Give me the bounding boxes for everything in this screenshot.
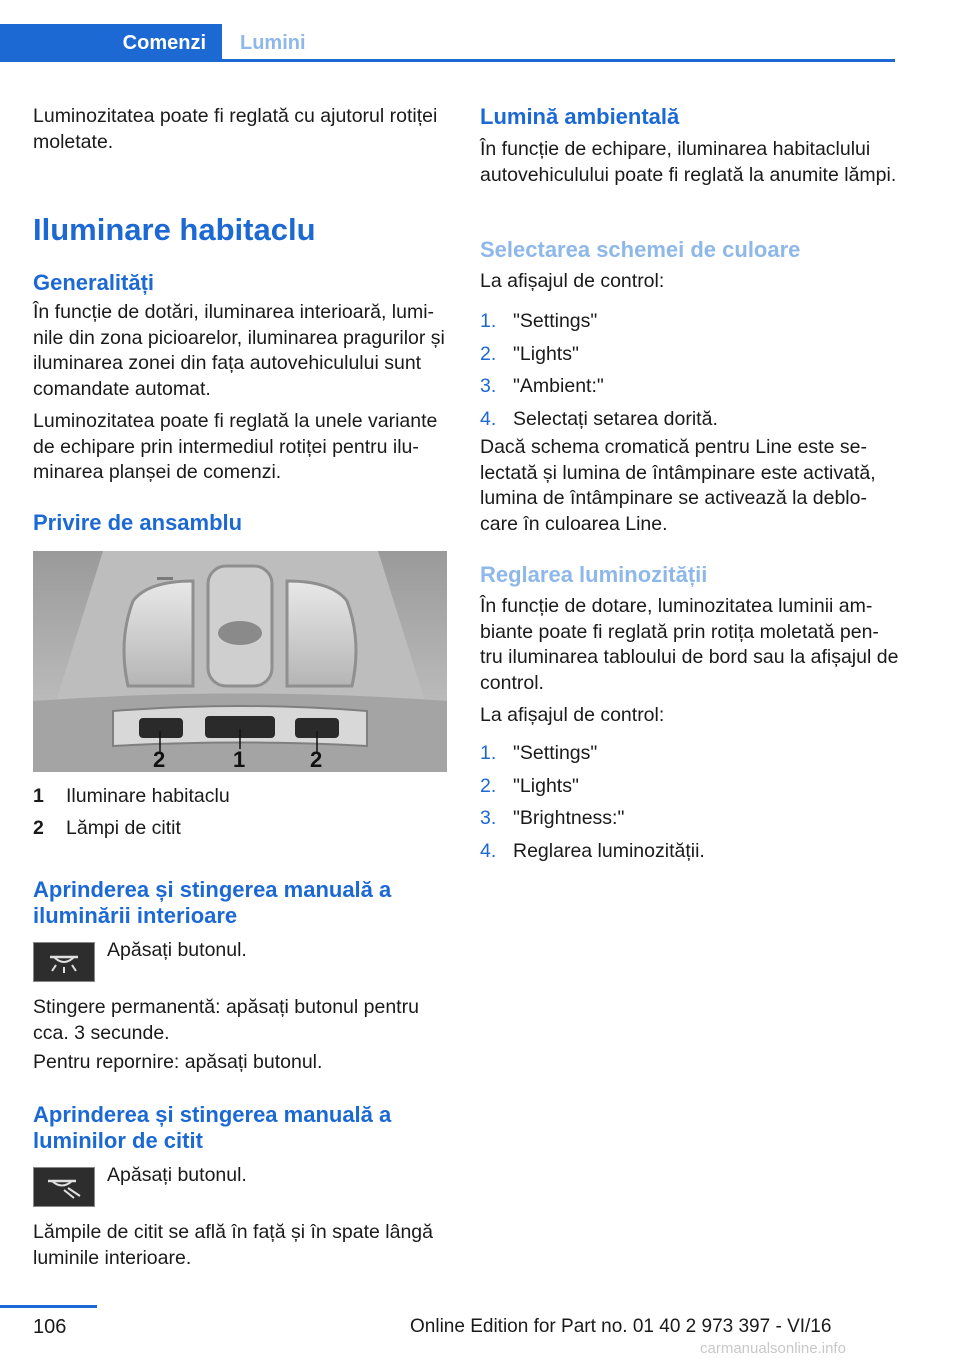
step-text: "Settings" xyxy=(513,742,598,764)
legend-item xyxy=(33,784,451,816)
footer-divider xyxy=(0,1305,97,1308)
reading-light-button-icon xyxy=(33,1167,95,1207)
photo-label-left: 2 xyxy=(153,747,166,772)
heading-ambient-light: Lumină ambientală xyxy=(480,104,680,129)
heading-manual-interior: Aprinderea și stingerea manuală a iluminării interioare xyxy=(33,877,392,928)
tab-comenzi[interactable]: Comenzi xyxy=(0,24,222,62)
legend-text: Lămpi de citit xyxy=(66,817,181,839)
step-text: "Lights" xyxy=(513,342,579,365)
legend-number: 1 xyxy=(33,785,44,807)
control-display-label-2: La afișajul de control: xyxy=(480,704,665,726)
photo-label-center: 1 xyxy=(233,747,246,772)
color-scheme-steps xyxy=(480,309,900,439)
general-paragraph-1: În funcție de dotări, iluminarea interioară, lumi-nile din zona picioarelor, iluminarea pragurilor și iluminarea zonei din fața autovehiculului sunt comandate automat. xyxy=(33,301,445,400)
footer-edition: Online Edition for Part no. 01 40 2 973 397 - VI/16 xyxy=(410,1316,832,1337)
step-text: Selectați setarea dorită. xyxy=(513,407,718,430)
legend-number: 2 xyxy=(33,817,44,839)
control-display-label-1: La afișajul de control: xyxy=(480,270,665,292)
section-title-interior-lighting: Iluminare habitaclu xyxy=(33,212,316,247)
legend-item xyxy=(33,816,451,848)
heading-color-scheme: Selectarea schemei de culoare xyxy=(480,237,801,262)
heading-general: Generalități xyxy=(33,270,155,295)
step-number: 1. xyxy=(480,310,497,332)
tab-lumini[interactable]: Lumini xyxy=(240,31,306,54)
list-item xyxy=(480,741,900,774)
press-button-text-2: Apăsați butonul. xyxy=(107,1164,247,1186)
ambient-paragraph: În funcție de echipare, iluminarea habitaclului autovehiculului poate fi reglată la anumite lămpi. xyxy=(480,138,897,186)
brightness-paragraph: În funcție de dotare, luminozitatea luminii am-biante poate fi reglată prin rotița moletată pen-tru iluminarea tabloului de bord sau la afișajul de control. xyxy=(480,595,899,694)
heading-overview: Privire de ansamblu xyxy=(33,510,243,535)
heading-brightness: Reglarea luminozității xyxy=(480,562,708,587)
scheme-paragraph: Dacă schema cromatică pentru Line este se-lectată și lumina de întâmpinare este activată, lumina de întâmpinare se activează la deblo-care în culoarea Line. xyxy=(480,436,876,535)
list-item xyxy=(480,806,900,839)
list-item xyxy=(480,774,900,807)
restart-paragraph: Pentru repornire: apăsați butonul. xyxy=(33,1051,323,1073)
watermark: carmanualsonline.info xyxy=(700,1340,846,1357)
intro-paragraph: Luminozitatea poate fi reglată cu ajutorul rotiței moletate. xyxy=(33,105,438,153)
step-number: 3. xyxy=(480,807,497,829)
step-number: 3. xyxy=(480,375,497,397)
step-text: Reglarea luminozității. xyxy=(513,839,705,862)
interior-light-button-icon xyxy=(33,942,95,982)
step-text: "Lights" xyxy=(513,774,579,797)
header-bar xyxy=(0,0,895,62)
step-text: "Settings" xyxy=(513,310,598,332)
list-item xyxy=(480,342,900,375)
heading-manual-reading: Aprinderea și stingerea manuală a luminilor de citit xyxy=(33,1102,392,1153)
press-button-text-1: Apăsați butonul. xyxy=(107,939,247,961)
step-number: 2. xyxy=(480,774,497,797)
list-item xyxy=(480,374,900,407)
legend-text: Iluminare habitaclu xyxy=(66,785,230,807)
brightness-steps xyxy=(480,741,900,871)
step-number: 2. xyxy=(480,342,497,365)
permanent-off-paragraph: Stingere permanentă: apăsați butonul pentru cca. 3 secunde. xyxy=(33,996,419,1044)
step-text: "Brightness:" xyxy=(513,807,625,829)
step-number: 4. xyxy=(480,839,497,862)
photo-legend xyxy=(33,784,451,848)
list-item xyxy=(480,309,900,342)
general-paragraph-2: Luminozitatea poate fi reglată la unele variante de echipare prin intermediul rotiței pentru ilu-minarea planșei de comenzi. xyxy=(33,410,438,483)
step-number: 1. xyxy=(480,742,497,764)
page-number: 106 xyxy=(33,1316,67,1338)
header-divider xyxy=(0,59,895,62)
reading-lights-paragraph: Lămpile de citit se află în față și în spate lângă luminile interioare. xyxy=(33,1221,433,1269)
overhead-console-photo xyxy=(33,551,447,772)
photo-label-right: 2 xyxy=(310,747,323,772)
list-item xyxy=(480,839,900,872)
step-text: "Ambient:" xyxy=(513,375,604,397)
step-number: 4. xyxy=(480,407,497,430)
